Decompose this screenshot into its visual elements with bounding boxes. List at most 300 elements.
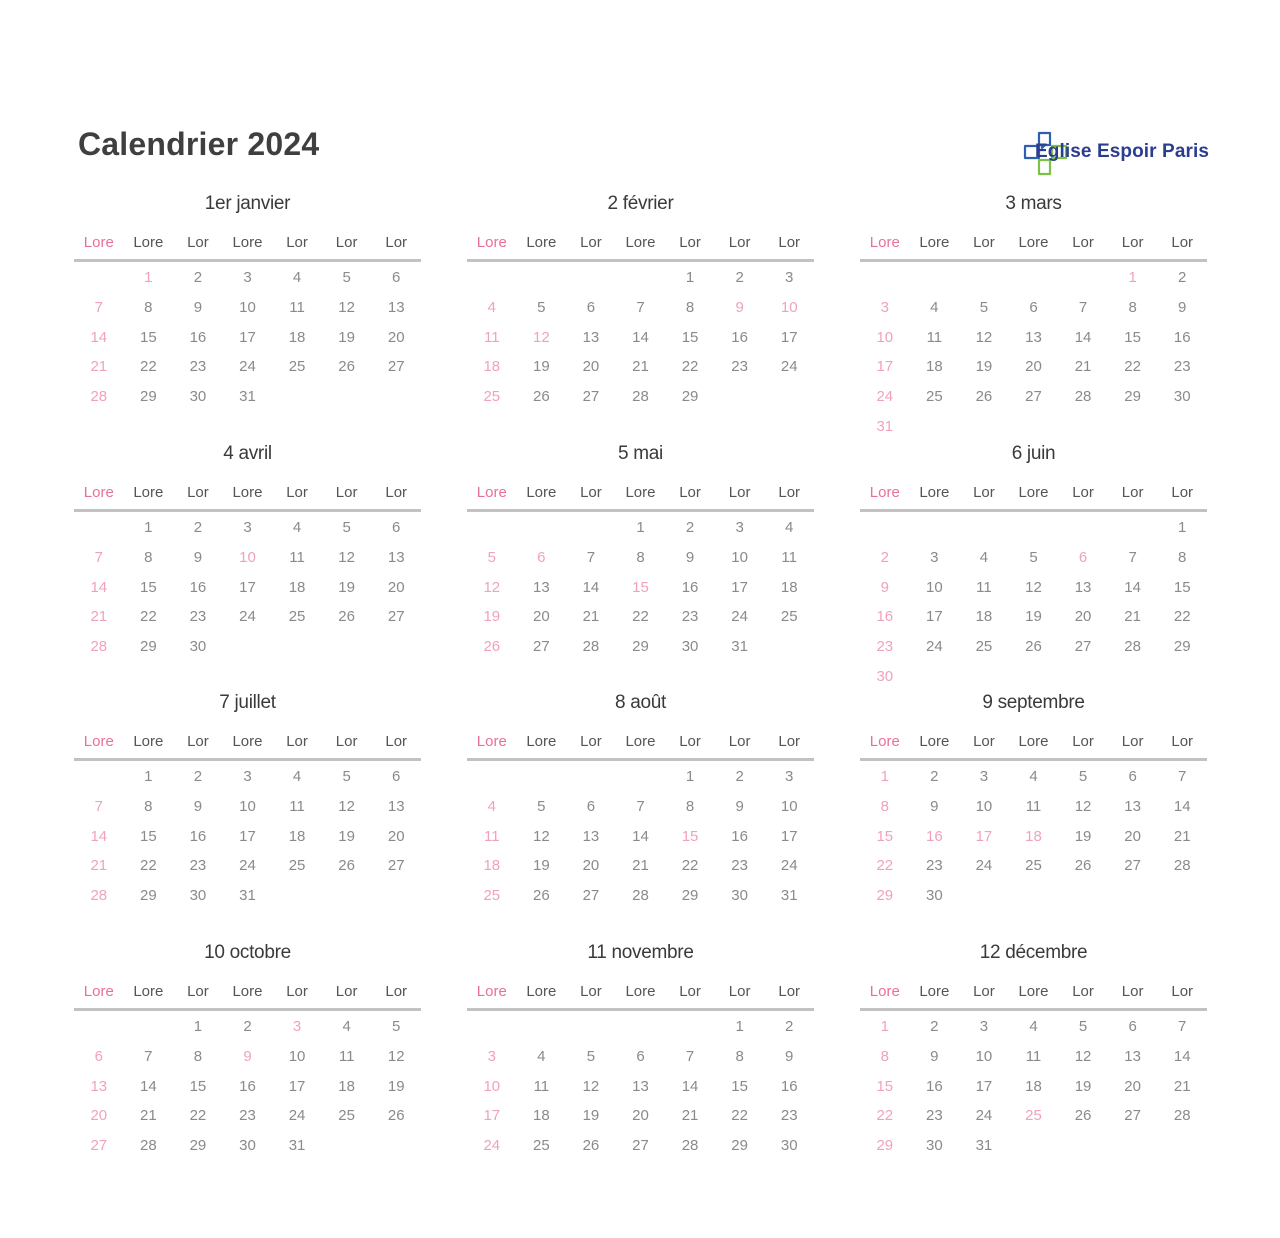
day-cell: 15 [140, 578, 157, 596]
day-cell: 5 [586, 1047, 596, 1065]
weekday-header [860, 482, 1207, 512]
day-cell-highlighted: 18 [1025, 827, 1042, 845]
day-cell: 29 [189, 1137, 207, 1155]
day-cell: 3 [243, 269, 252, 286]
day-cell-highlighted: 23 [876, 638, 894, 656]
day-cell: 19 [533, 857, 550, 875]
day-cell-highlighted: 15 [876, 1077, 894, 1095]
logo-text: Eglise Espoir Paris [1035, 141, 1210, 162]
weekday-label: Lor [286, 733, 308, 750]
day-cell: 25 [780, 608, 798, 626]
day-cell: 19 [975, 358, 993, 376]
month-block-6 [860, 441, 1207, 692]
day-cell: 20 [632, 1107, 649, 1125]
day-cell: 4 [785, 519, 794, 536]
day-cell: 8 [685, 298, 695, 316]
weekday-label: Lore [83, 733, 114, 750]
day-cell: 2 [785, 1018, 794, 1035]
day-cell: 26 [1025, 638, 1042, 656]
day-cell: 8 [144, 548, 153, 566]
day-cell: 16 [681, 578, 699, 596]
weekday-label: Lor [1171, 733, 1194, 750]
weekday-label: Lor [1072, 234, 1094, 251]
day-cell-highlighted: 17 [975, 827, 993, 845]
day-cell-highlighted: 11 [483, 328, 500, 346]
weekday-label: Lore [919, 733, 950, 750]
day-cell: 3 [979, 768, 989, 785]
day-cell: 12 [338, 298, 355, 316]
day-cell: 30 [780, 1137, 798, 1155]
weekday-label: Lore [476, 484, 507, 501]
day-cell: 5 [537, 298, 546, 316]
day-cell: 15 [681, 328, 699, 346]
weekday-header [467, 482, 814, 512]
day-cell: 31 [239, 887, 256, 905]
day-cell: 25 [338, 1107, 355, 1125]
day-cell: 21 [632, 358, 649, 376]
day-cell: 2 [193, 519, 203, 536]
day-cell-highlighted: 14 [90, 827, 108, 845]
day-cell: 4 [342, 1018, 351, 1035]
day-cell: 16 [731, 328, 748, 346]
month-title: 9 septembre [982, 692, 1085, 713]
day-cell: 28 [1124, 638, 1141, 656]
day-cell: 3 [930, 548, 939, 566]
day-cell: 14 [140, 1077, 157, 1095]
weekday-header [74, 731, 421, 761]
day-cell-highlighted: 19 [483, 608, 501, 626]
day-cell: 2 [193, 269, 203, 286]
day-cell: 18 [288, 328, 306, 346]
day-cell-highlighted: 21 [90, 608, 108, 626]
day-cell: 17 [239, 328, 256, 346]
day-cell: 19 [338, 578, 355, 596]
day-cell: 7 [1178, 768, 1187, 785]
day-cell: 23 [681, 608, 699, 626]
day-cell: 31 [288, 1137, 306, 1155]
day-cell: 24 [926, 638, 943, 656]
weekday-header [74, 232, 421, 262]
day-cell: 7 [144, 1047, 153, 1065]
day-cell: 5 [1078, 768, 1088, 785]
day-cell: 19 [582, 1107, 600, 1125]
day-cell: 22 [681, 857, 699, 875]
weekday-label: Lor [580, 234, 602, 251]
day-cell: 23 [731, 358, 748, 376]
day-cell: 14 [1074, 328, 1092, 346]
day-cell: 21 [1124, 608, 1141, 626]
day-cell: 5 [342, 519, 351, 536]
day-cell: 21 [1173, 827, 1191, 845]
day-cell: 29 [681, 887, 699, 905]
weekday-label: Lor [973, 983, 995, 1000]
weekday-label: Lor [728, 733, 751, 750]
day-grid [860, 762, 1207, 911]
day-cell: 21 [1074, 358, 1092, 376]
weekday-label: Lor [187, 234, 209, 251]
day-cell: 28 [140, 1137, 157, 1155]
day-cell-highlighted: 1 [144, 269, 153, 286]
weekday-label: Lore [232, 983, 263, 1000]
day-cell: 6 [1128, 768, 1137, 785]
day-cell: 1 [735, 1018, 744, 1035]
day-cell: 21 [1173, 1077, 1191, 1095]
weekday-label: Lor [1072, 733, 1094, 750]
day-cell: 25 [1025, 857, 1042, 875]
weekday-label: Lore [869, 234, 900, 251]
month-title: 6 juin [1011, 443, 1056, 464]
day-cell: 9 [930, 797, 939, 815]
month-block-5 [467, 441, 814, 662]
day-cell: 1 [1178, 519, 1187, 536]
day-cell-highlighted: 10 [780, 298, 798, 316]
day-cell: 29 [632, 638, 649, 656]
day-cell: 25 [975, 638, 993, 656]
day-cell: 1 [685, 768, 695, 785]
day-cell: 3 [785, 269, 794, 286]
weekday-label: Lor [1072, 983, 1094, 1000]
day-cell: 13 [387, 548, 405, 566]
day-cell: 16 [731, 827, 748, 845]
day-cell: 3 [785, 768, 794, 785]
day-grid [467, 263, 814, 412]
day-cell: 20 [533, 608, 550, 626]
weekday-label: Lore [133, 484, 164, 501]
day-cell: 26 [338, 857, 355, 875]
day-cell: 14 [1124, 578, 1141, 596]
weekday-label: Lor [679, 983, 701, 1000]
day-cell: 30 [681, 638, 699, 656]
weekday-label: Lore [625, 234, 656, 251]
day-cell: 25 [288, 608, 306, 626]
day-cell: 17 [239, 827, 256, 845]
day-cell: 19 [338, 328, 355, 346]
day-cell: 12 [1074, 1047, 1092, 1065]
day-cell: 6 [1029, 298, 1038, 316]
day-cell-highlighted: 15 [876, 827, 894, 845]
day-cell: 29 [681, 388, 699, 406]
day-cell-highlighted: 21 [90, 358, 108, 376]
day-cell: 15 [140, 827, 157, 845]
day-cell: 9 [685, 548, 695, 566]
day-cell-highlighted: 11 [483, 827, 500, 845]
day-cell: 7 [1128, 548, 1137, 566]
weekday-label: Lore [869, 484, 900, 501]
day-cell: 26 [387, 1107, 405, 1125]
day-cell: 5 [1029, 548, 1038, 566]
day-cell-highlighted: 4 [487, 797, 496, 815]
day-cell: 29 [140, 887, 157, 905]
day-cell: 24 [239, 358, 256, 376]
day-cell: 22 [189, 1107, 207, 1125]
day-cell: 2 [930, 1018, 939, 1035]
day-cell-highlighted: 25 [483, 388, 501, 406]
month-title: 7 juillet [219, 692, 276, 713]
day-cell: 29 [1173, 638, 1191, 656]
weekday-label: Lor [187, 484, 209, 501]
day-cell: 17 [288, 1077, 306, 1095]
day-cell: 13 [1074, 578, 1092, 596]
month-block-8 [467, 690, 814, 911]
day-cell: 8 [1128, 298, 1137, 316]
weekday-label: Lor [778, 484, 801, 501]
day-cell-highlighted: 24 [483, 1137, 501, 1155]
day-cell: 15 [1173, 578, 1191, 596]
day-cell-highlighted: 9 [880, 578, 889, 596]
day-cell: 5 [537, 797, 546, 815]
day-cell: 18 [288, 578, 306, 596]
day-cell: 6 [586, 298, 596, 316]
day-cell-highlighted: 17 [876, 358, 894, 376]
weekday-label: Lore [526, 234, 557, 251]
day-cell: 2 [1178, 269, 1187, 286]
day-cell: 29 [140, 388, 157, 406]
weekday-label: Lor [778, 733, 801, 750]
day-cell: 24 [239, 608, 256, 626]
weekday-label: Lore [919, 983, 950, 1000]
day-cell: 18 [533, 1107, 550, 1125]
day-cell: 27 [632, 1137, 649, 1155]
weekday-label: Lor [679, 733, 701, 750]
day-cell: 9 [193, 797, 203, 815]
day-cell: 30 [926, 1137, 943, 1155]
day-cell: 28 [582, 638, 600, 656]
weekday-label: Lor [778, 234, 801, 251]
day-cell: 2 [193, 768, 203, 785]
day-cell-highlighted: 10 [239, 548, 256, 566]
day-cell: 2 [735, 269, 744, 286]
day-cell-highlighted: 20 [90, 1107, 108, 1125]
day-cell: 14 [681, 1077, 699, 1095]
weekday-label: Lore [526, 983, 557, 1000]
weekday-label: Lore [133, 733, 164, 750]
day-cell: 3 [243, 768, 252, 785]
day-cell: 8 [1178, 548, 1187, 566]
weekday-label: Lor [335, 733, 358, 750]
day-cell: 5 [392, 1018, 401, 1035]
day-cell: 2 [735, 768, 744, 785]
day-cell: 27 [1124, 1107, 1141, 1125]
day-cell: 2 [243, 1018, 252, 1035]
day-cell-highlighted: 28 [90, 388, 108, 406]
day-cell: 22 [1173, 608, 1191, 626]
month-block-9 [860, 690, 1207, 911]
month-block-3 [860, 191, 1207, 442]
day-cell: 8 [144, 298, 153, 316]
day-cell: 12 [975, 328, 993, 346]
day-cell: 12 [338, 548, 355, 566]
day-cell: 21 [681, 1107, 699, 1125]
day-cell-highlighted: 27 [90, 1137, 108, 1155]
day-cell: 24 [288, 1107, 306, 1125]
day-cell: 22 [632, 608, 649, 626]
day-cell: 16 [1173, 328, 1191, 346]
month-title: 8 août [614, 692, 667, 713]
day-cell: 17 [780, 328, 798, 346]
day-cell: 18 [975, 608, 993, 626]
month-block-7 [74, 690, 421, 911]
day-cell: 23 [731, 857, 748, 875]
day-cell: 27 [582, 887, 600, 905]
day-cell: 13 [387, 797, 405, 815]
weekday-label: Lor [187, 983, 209, 1000]
day-cell: 20 [387, 578, 405, 596]
day-cell-highlighted: 21 [90, 857, 108, 875]
day-cell-highlighted: 10 [483, 1077, 501, 1095]
day-cell-highlighted: 7 [94, 548, 103, 566]
day-cell-highlighted: 10 [876, 328, 894, 346]
weekday-label: Lore [526, 484, 557, 501]
day-cell: 9 [930, 1047, 939, 1065]
weekday-label: Lor [973, 234, 995, 251]
day-cell: 15 [731, 1077, 748, 1095]
day-cell: 11 [1025, 797, 1042, 815]
day-cell: 11 [289, 797, 305, 815]
day-cell-highlighted: 15 [632, 578, 649, 596]
day-cell-highlighted: 6 [94, 1047, 103, 1065]
day-cell: 26 [1074, 1107, 1092, 1125]
day-cell: 28 [1074, 388, 1092, 406]
day-cell: 5 [979, 298, 989, 316]
weekday-label: Lore [1018, 234, 1049, 251]
day-cell: 4 [979, 548, 989, 566]
month-title: 5 mai [618, 443, 663, 464]
day-cell: 27 [387, 857, 405, 875]
day-cell: 11 [926, 328, 943, 346]
weekday-label: Lore [83, 484, 114, 501]
day-cell-highlighted: 16 [876, 608, 894, 626]
day-cell: 11 [289, 548, 305, 566]
day-cell: 3 [243, 519, 252, 536]
day-cell: 8 [636, 548, 645, 566]
weekday-label: Lore [625, 983, 656, 1000]
day-cell: 11 [781, 548, 797, 566]
day-cell: 13 [582, 827, 600, 845]
day-cell: 7 [1178, 1018, 1187, 1035]
day-cell: 17 [926, 608, 943, 626]
weekday-label: Lore [83, 983, 114, 1000]
day-cell-highlighted: 17 [483, 1107, 501, 1125]
weekday-header [860, 232, 1207, 262]
day-cell: 27 [1025, 388, 1042, 406]
month-block-10 [74, 940, 421, 1161]
day-cell-highlighted: 9 [243, 1047, 252, 1065]
day-cell: 27 [387, 358, 405, 376]
day-cell: 10 [975, 797, 993, 815]
day-cell: 19 [338, 827, 355, 845]
day-cell: 23 [189, 608, 207, 626]
day-cell: 25 [288, 857, 306, 875]
day-cell: 22 [731, 1107, 748, 1125]
day-cell: 1 [144, 768, 153, 785]
day-cell: 13 [533, 578, 550, 596]
day-cell: 26 [338, 358, 355, 376]
day-cell: 19 [387, 1077, 405, 1095]
day-cell-highlighted: 8 [880, 797, 889, 815]
day-cell: 23 [1173, 358, 1191, 376]
day-cell: 12 [1074, 797, 1092, 815]
weekday-header [74, 981, 421, 1011]
day-cell: 28 [632, 388, 649, 406]
month-title: 12 décembre [979, 942, 1088, 963]
day-cell: 23 [189, 358, 207, 376]
day-cell-highlighted: 18 [483, 857, 501, 875]
day-cell-highlighted: 3 [487, 1047, 496, 1065]
day-cell: 8 [144, 797, 153, 815]
day-cell: 26 [582, 1137, 600, 1155]
day-cell: 20 [1074, 608, 1092, 626]
day-cell: 30 [926, 887, 943, 905]
day-cell: 24 [780, 358, 798, 376]
day-cell: 10 [288, 1047, 306, 1065]
page-title: Calendrier 2024 [78, 126, 320, 162]
weekday-header [467, 981, 814, 1011]
weekday-label: Lore [1018, 733, 1049, 750]
day-cell: 20 [1124, 1077, 1141, 1095]
day-cell: 7 [636, 797, 645, 815]
day-cell: 22 [140, 857, 157, 875]
day-cell-highlighted: 1 [880, 768, 889, 785]
day-cell-highlighted: 29 [876, 887, 894, 905]
day-cell: 5 [342, 768, 351, 785]
day-cell-highlighted: 18 [483, 358, 501, 376]
weekday-label: Lore [526, 733, 557, 750]
day-cell: 27 [387, 608, 405, 626]
day-cell: 27 [533, 638, 550, 656]
day-cell: 18 [780, 578, 798, 596]
day-cell: 4 [292, 269, 302, 286]
weekday-label: Lor [580, 983, 602, 1000]
day-cell: 17 [975, 1077, 993, 1095]
day-cell-highlighted: 22 [876, 1107, 894, 1125]
day-cell: 27 [582, 388, 600, 406]
day-cell: 1 [193, 1018, 203, 1035]
month-block-4 [74, 441, 421, 662]
day-cell: 6 [636, 1047, 645, 1065]
day-cell-highlighted: 6 [1078, 548, 1088, 566]
day-cell: 29 [1124, 388, 1141, 406]
day-cell: 21 [140, 1107, 157, 1125]
day-cell: 20 [1124, 827, 1141, 845]
weekday-label: Lor [286, 234, 308, 251]
weekday-label: Lor [187, 733, 209, 750]
day-grid [860, 513, 1207, 692]
weekday-label: Lor [1171, 983, 1194, 1000]
day-cell: 17 [239, 578, 256, 596]
day-cell-highlighted: 1 [1128, 269, 1137, 286]
day-cell: 18 [338, 1077, 355, 1095]
day-cell: 13 [387, 298, 405, 316]
day-cell: 17 [780, 827, 798, 845]
day-cell: 23 [926, 857, 943, 875]
day-cell: 26 [533, 887, 550, 905]
day-cell-highlighted: 12 [483, 578, 501, 596]
weekday-label: Lore [1018, 983, 1049, 1000]
weekday-label: Lore [625, 733, 656, 750]
day-cell: 6 [392, 768, 401, 785]
day-cell: 10 [780, 797, 798, 815]
weekday-label: Lore [476, 234, 507, 251]
day-cell: 18 [288, 827, 306, 845]
day-cell: 22 [1124, 358, 1141, 376]
day-cell: 6 [392, 269, 401, 286]
day-cell: 26 [533, 388, 550, 406]
weekday-label: Lor [580, 484, 602, 501]
day-cell: 7 [685, 1047, 695, 1065]
month-title: 11 novembre [587, 942, 694, 963]
weekday-label: Lor [1121, 484, 1144, 501]
day-cell: 5 [1078, 1018, 1088, 1035]
